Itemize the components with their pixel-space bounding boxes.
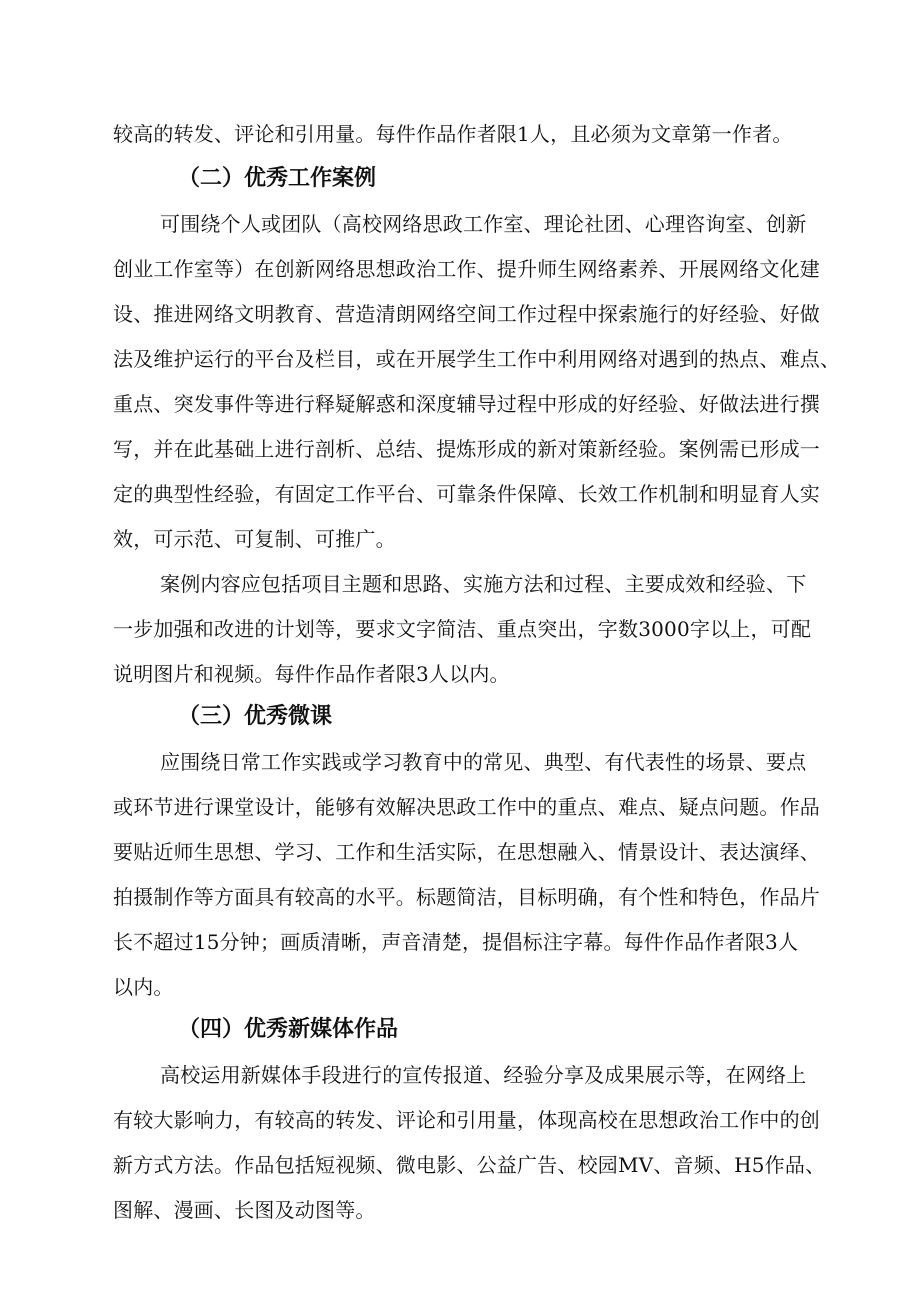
paragraph-line: 应围绕日常工作实践或学习教育中的常见、典型、有代表性的场景、要点 [160, 750, 807, 774]
section-heading-3: （三）优秀微课 [178, 704, 333, 729]
paragraph-line: 说明图片和视频。每件作品作者限3人以内。 [113, 662, 510, 686]
section-heading-2: （二）优秀工作案例 [178, 166, 377, 191]
intro-line: 较高的转发、评论和引用量。每件作品作者限1人，且必须为文章第一作者。 [113, 122, 793, 146]
paragraph-line: 新方式方法。作品包括短视频、微电影、公益广告、校园MV、音频、H5作品、 [113, 1153, 826, 1177]
paragraph-line: 写，并在此基础上进行剖析、总结、提炼形成的新对策新经验。案例需已形成一 [113, 437, 820, 461]
paragraph-line: 法及维护运行的平台及栏目，或在开展学生工作中利用网络对遇到的热点、难点、 [113, 347, 841, 371]
paragraph-line: 可围绕个人或团队（高校网络思政工作室、理论社团、心理咨询室、创新 [160, 212, 807, 236]
paragraph-line: 定的典型性经验，有固定工作平台、可靠条件保障、长效工作机制和明显育人实 [113, 482, 820, 506]
paragraph-line: 拍摄制作等方面具有较高的水平。标题简洁，目标明确，有个性和特色，作品片 [113, 885, 820, 909]
paragraph-line: 创业工作室等）在创新网络思想政治工作、提升师生网络素养、开展网络文化建 [113, 257, 820, 281]
paragraph-line: 长不超过15分钟；画质清晰，声音清楚，提倡标注字幕。每件作品作者限3人 [113, 930, 799, 954]
paragraph-line: 要贴近师生思想、学习、工作和生活实际，在思想融入、情景设计、表达演绎、 [113, 840, 820, 864]
paragraph-line: 图解、漫画、长图及动图等。 [113, 1198, 376, 1222]
section-heading-4: （四）优秀新媒体作品 [178, 1017, 399, 1042]
paragraph-line: 设、推进网络文明教育、营造清朗网络空间工作过程中探索施行的好经验、好做 [113, 302, 820, 326]
paragraph-line: 一步加强和改进的计划等，要求文字简洁、重点突出，字数3000字以上，可配 [113, 617, 812, 641]
paragraph-line: 有较大影响力，有较高的转发、评论和引用量，体现高校在思想政治工作中的创 [113, 1108, 820, 1132]
paragraph-line: 以内。 [113, 975, 174, 999]
paragraph-line: 效，可示范、可复制、可推广。 [113, 527, 396, 551]
paragraph-line: 高校运用新媒体手段进行的宣传报道、经验分享及成果展示等，在网络上 [160, 1063, 807, 1087]
paragraph-line: 重点、突发事件等进行释疑解惑和深度辅导过程中形成的好经验、好做法进行撰 [113, 392, 820, 416]
paragraph-line: 案例内容应包括项目主题和思路、实施方法和过程、主要成效和经验、下 [160, 572, 807, 596]
paragraph-line: 或环节进行课堂设计，能够有效解决思政工作中的重点、难点、疑点问题。作品 [113, 795, 820, 819]
